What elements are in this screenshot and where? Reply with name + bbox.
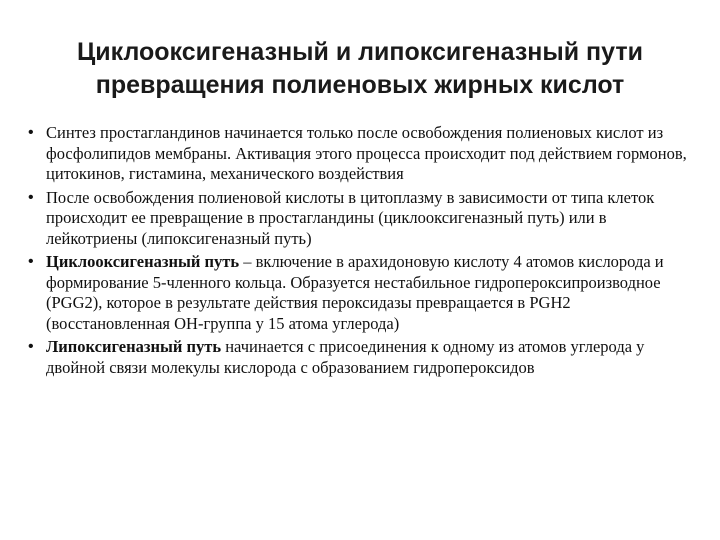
bullet-icon: • bbox=[28, 124, 34, 141]
bullet-icon: • bbox=[28, 253, 34, 270]
bullet-icon: • bbox=[28, 338, 34, 355]
bullet-text bbox=[46, 123, 692, 185]
bullet-list bbox=[28, 123, 692, 381]
bullet-bold-term: Циклооксигеназный путь bbox=[46, 252, 240, 271]
bullet-text bbox=[46, 188, 692, 250]
bullet-text bbox=[46, 337, 692, 378]
slide-title-line-1: Циклооксигеназный и липоксигеназный пути bbox=[77, 38, 643, 66]
bullet-item-prostaglandin-synthesis bbox=[28, 123, 692, 185]
bullet-body: Синтез простагландинов начинается только после освобождения полиеновых кислот из фосфолипидов мембраны. Активация этого процесса происходит под действием гормонов, цитокинов, гистамина, механического воздействия bbox=[46, 123, 687, 183]
bullet-body: После освобождения полиеновой кислоты в цитоплазму в зависимости от типа клеток происходит ее превращение в простагландины (циклооксигеназный путь) или в лейкотриены (липоксигеназный путь) bbox=[46, 187, 655, 248]
bullet-icon: • bbox=[28, 188, 34, 206]
bullet-item-acid-release bbox=[28, 188, 692, 250]
bullet-item-lipoxygenase-pathway bbox=[28, 337, 692, 378]
bullet-body: – включение в арахидоновую кислоту 4 атомов кислорода и формирование 5-членного кольца. Образуется нестабильное гидропероксипроизводное (PGG2), которое в результате действия пероксидазы превращается в PGH2 (восстановленная ОН-группа у 15 атома углерода) bbox=[46, 252, 664, 333]
bullet-body: начинается с присоединения к одному из атомов углерода у двойной связи молекулы кислорода с образованием гидропероксидов bbox=[46, 337, 645, 377]
bullet-text bbox=[46, 252, 692, 334]
bullet-bold-term: Липоксигеназный путь bbox=[46, 337, 222, 356]
slide-title-line-2: превращения полиеновых жирных кислот bbox=[95, 71, 625, 99]
slide-title bbox=[40, 36, 680, 102]
bullet-item-cyclooxygenase-pathway bbox=[28, 252, 692, 334]
